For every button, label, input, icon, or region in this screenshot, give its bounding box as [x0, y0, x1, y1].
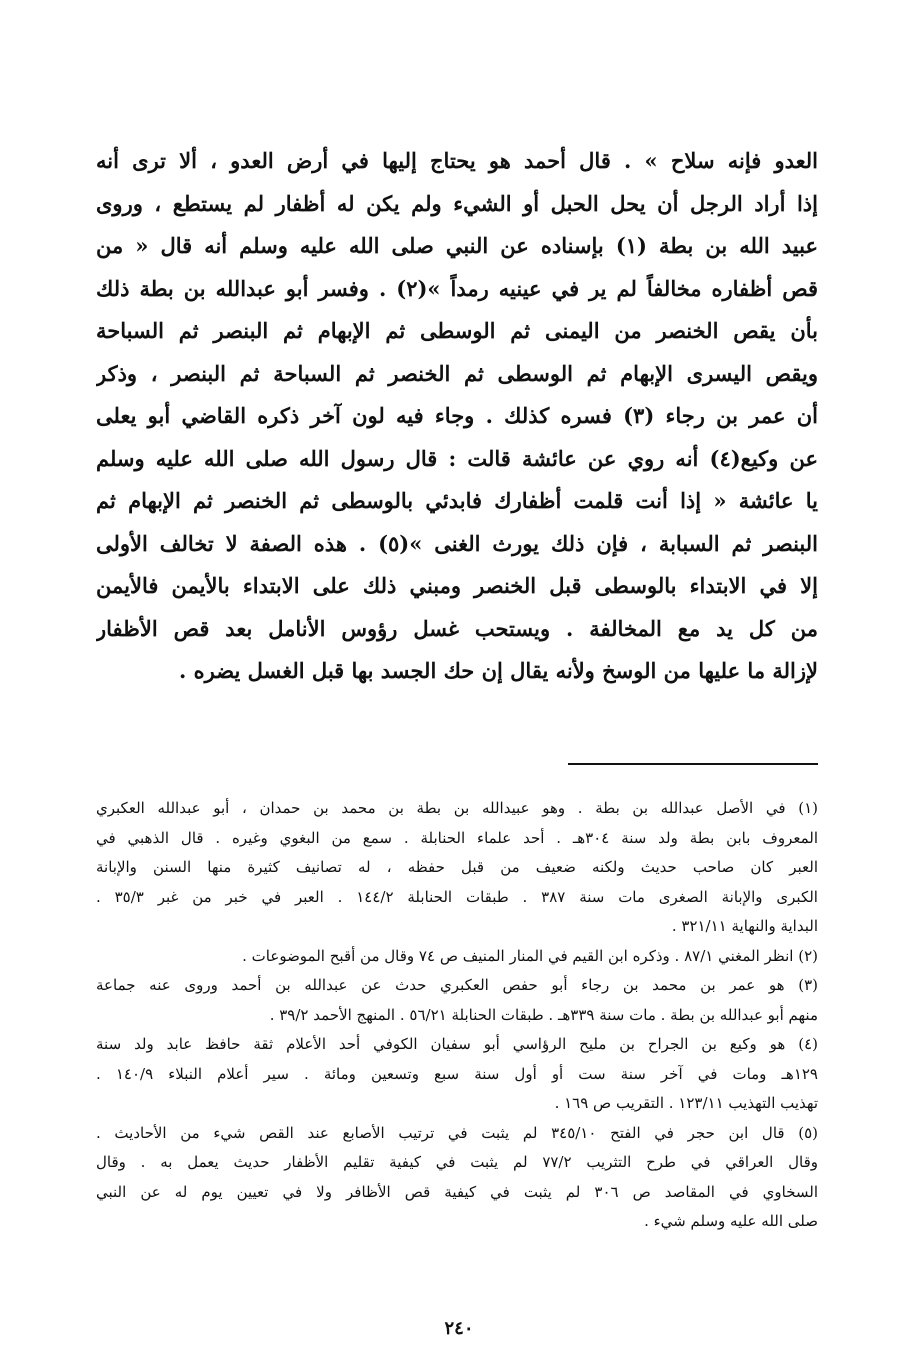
footnote-4 [96, 1030, 818, 1119]
footnote-5 [96, 1119, 818, 1237]
footnote-line: (٥) قال ابن حجر في الفتح ٣٤٥/١٠ لم يثبت في ترتيب الأصابع عند القص شيء من الأحاديث . [96, 1123, 818, 1142]
text-line: بأن يقص الخنصر من اليمنى ثم الوسطى ثم الإبهام ثم البنصر ثم السباحة [96, 318, 818, 343]
footnote-line: صلى الله عليه وسلم شيء . [644, 1212, 818, 1230]
footnote-line: (٢) انظر المغني ٨٧/١ . وذكره ابن القيم في المنار المنيف ص ٧٤ وقال من أقبح الموضوعات . [242, 946, 818, 965]
footnote-divider [568, 763, 818, 765]
footnote-line: ١٢٩هـ ومات في آخر سنة ست أو أول سنة سبع وتسعين ومائة . سير أعلام النبلاء ١٤٠/٩ . [96, 1064, 818, 1083]
text-line: العدو فإنه سلاح » . قال أحمد هو يحتاج إليها في أرض العدو ، ألا ترى أنه [96, 148, 818, 173]
footnote-line: الكبرى والإبانة الصغرى مات سنة ٣٨٧ . طبقات الحنابلة ١٤٤/٢ . العبر في خبر من غبر ٣٥/٣ . [96, 887, 818, 906]
footnote-line: (٣) هو عمر بن محمد بن رجاء أبو حفص العكبري حدث عن عبدالله بن أحمد وروى عنه جماعة [96, 976, 818, 994]
footnotes [96, 794, 818, 1237]
footnote-line: (٤) هو وكيع بن الجراح بن مليح الرؤاسي أبو سفيان الكوفي أحد الأعلام ثقة حافظ عابد ولد سنة [96, 1035, 818, 1053]
text-line: البنصر ثم السبابة ، فإن ذلك يورث الغنى »(٥) . هذه الصفة لا تخالف الأولى [96, 530, 818, 556]
footnote-2 [96, 942, 818, 972]
footnote-line: السخاوي في المقاصد ص ٣٠٦ لم يثبت في كيفية قص الأظافر ولا في تعيين يوم له عن النبي [96, 1182, 818, 1201]
text-line: قص أظفاره مخالفاً لم ير في عينيه رمداً »(٢) . وفسر أبو عبدالله بن بطة ذلك [96, 275, 818, 301]
text-line: ويقص اليسرى الإبهام ثم الوسطى ثم الخنصر ثم السباحة ثم البنصر ، وذكر [96, 360, 818, 386]
text-line: إلا في الابتداء بالوسطى قبل الخنصر ومبني ذلك على الابتداء بالأيمن فالأيمن [96, 573, 818, 598]
text-line: عن وكيع(٤) أنه روي عن عائشة قالت : قال رسول الله صلى الله عليه وسلم [96, 445, 818, 471]
footnote-line: العبر كان صاحب حديث ولكنه ضعيف من قبل حفظه ، له تصانيف كثيرة منها السنن والإبانة [96, 858, 818, 876]
footnote-line: (١) في الأصل عبدالله بن بطة . وهو عبيدالله بن بطة بن محمد بن حمدان ، أبو عبدالله العكبري [96, 799, 818, 817]
page-number: ٢٤٠ [444, 1318, 474, 1339]
text-line: عبيد الله بن بطة (١) بإسناده عن النبي صلى الله عليه وسلم أنه قال « من [96, 233, 818, 258]
text-line: من كل يد مع المخالفة . ويستحب غسل رؤوس الأنامل بعد قص الأظفار [96, 615, 818, 641]
footnote-line: تهذيب التهذيب ١٢٣/١١ . التقريب ص ١٦٩ . [554, 1094, 818, 1112]
text-line: أن عمر بن رجاء (٣) فسره كذلك . وجاء فيه لون آخر ذكره القاضي أبو يعلى [96, 403, 818, 428]
main-text [96, 140, 818, 693]
footnote-3 [96, 971, 818, 1030]
footnote-line: وقال العراقي في طرح التثريب ٧٧/٢ لم يثبت في كيفية تقليم الأظفار حديث يعمل به . وقال [96, 1153, 818, 1171]
footnote-1 [96, 794, 818, 942]
text-line: يا عائشة « إذا أنت قلمت أظفارك فابدئي بالوسطى ثم الخنصر ثم الإبهام ثم [96, 488, 818, 513]
text-line: لإزالة ما عليها من الوسخ ولأنه يقال إن حك الجسد بها قبل الغسل يضره . [179, 658, 818, 683]
footnote-line: البداية والنهاية ٣٢١/١١ . [671, 917, 818, 935]
footnote-line: منهم أبو عبدالله بن بطة . مات سنة ٣٣٩هـ . طبقات الحنابلة ٥٦/٢١ . المنهج الأحمد ٣٩/٢ . [269, 1005, 818, 1024]
footnote-line: المعروف بابن بطة ولد سنة ٣٠٤هـ . أحد علماء الحنابلة . سمع من البغوي وغيره . قال الذهبي في [96, 828, 818, 847]
text-line: إذا أراد الرجل أن يحل الحبل أو الشيء ولم يكن له أظفار لم يستطع ، وروى [96, 190, 818, 216]
